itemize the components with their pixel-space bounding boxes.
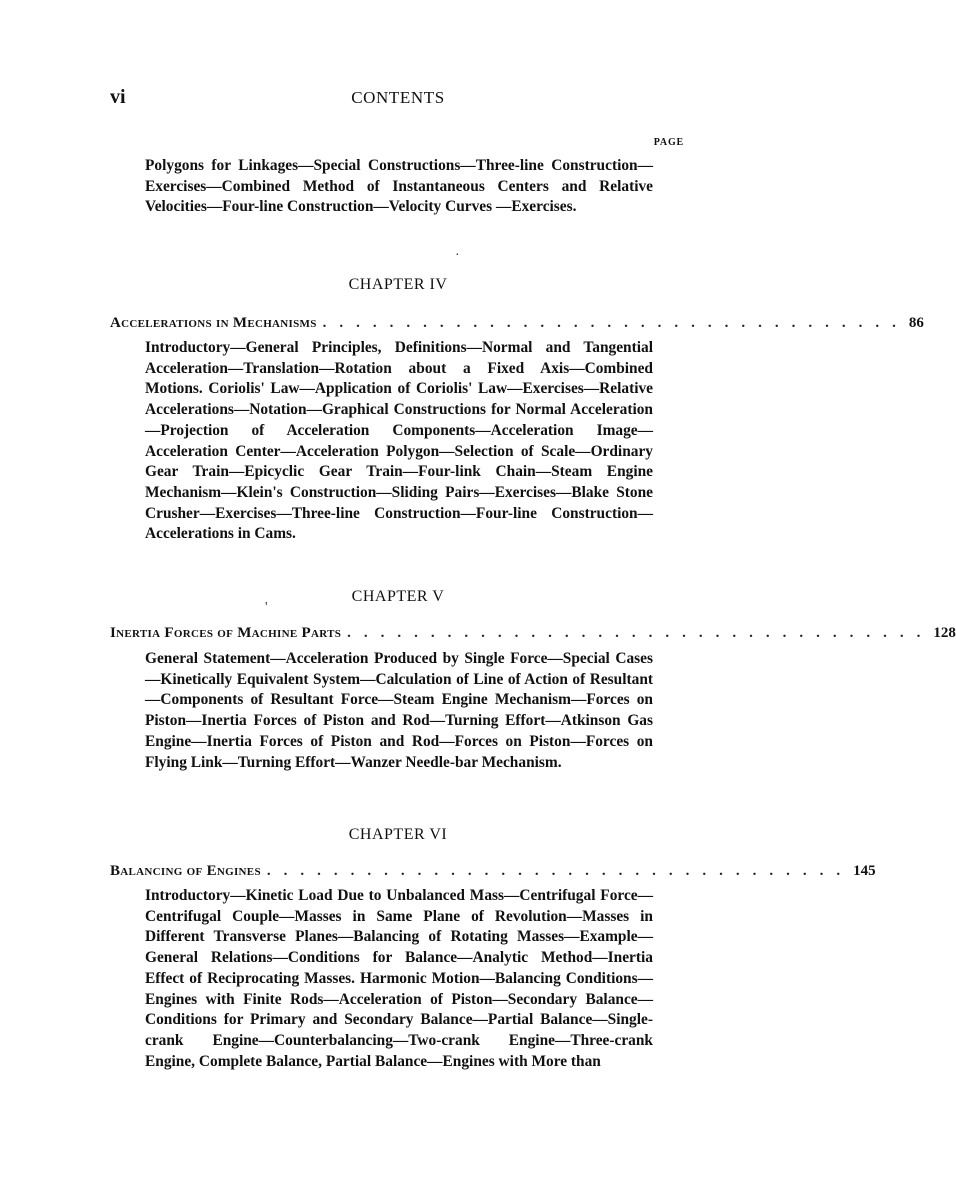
chapter-heading-v: CHAPTER V [351,588,445,605]
toc-entry-title: Balancing of Engines [110,863,261,879]
page-number: vi [110,86,126,108]
continued-summary: Polygons for Linkages—Special Constructions—Three-line Construction—Exercises—Combined Method of Instantaneous Centers and Relative Velocities—Four-line Construction—Velocity Curves —Exercises. [145,157,653,216]
stray-mark: · [455,248,460,263]
toc-entry-title: Accelerations in Mechanisms [110,315,317,331]
stray-mark: ' [265,600,268,615]
toc-entry-page: 145 [853,863,876,879]
toc-entry-page: 128 [933,625,956,641]
chapter-summary-v: General Statement—Acceleration Produced by Single Force—Special Cases—Kinetically Equivalent System—Calculation of Line of Action of Resultant—Components of Resultant Force—Steam Engine Mechanism—Forces on Piston—Inertia Forces of Piston and Rod—Turning Effort—Atkinson Gas Engine—Inertia Forces of Piston and Rod—Forces on Piston—Forces on Flying Link—Turning Effort—Wanzer Needle-bar Mechanism. [145,650,653,771]
toc-leader-dots: ................................... [347,625,934,641]
toc-entry-chapter-iv[interactable] [110,315,924,337]
toc-entry-chapter-v[interactable] [110,625,956,647]
toc-leader-dots: ................................... [266,863,854,879]
chapter-heading-vi: CHAPTER VI [348,826,448,843]
toc-entry-title: Inertia Forces of Machine Parts [110,625,342,641]
chapter-heading-iv: CHAPTER IV [348,276,448,293]
page-column-label: PAGE [653,137,684,148]
page-header [110,86,686,112]
chapter-summary-iv: Introductory—General Principles, Definitions—Normal and Tangential Acceleration—Translation—Rotation about a Fixed Axis—Combined Motions. Coriolis' Law—Application of Coriolis' Law—Exercises—Relative Accelerations—Notation—Graphical Constructions for Normal Acceleration—Projection of Acceleration Components—Acceleration Image—Acceleration Center—Acceleration Polygon—Selection of Scale—Ordinary Gear Train—Epicyclic Gear Train—Four-link Chain—Steam Engine Mechanism—Klein's Construction—Sliding Pairs—Exercises—Blake Stone Crusher—Exercises—Three-line Construction—Four-line Construction—Accelerations in Cams. [145,339,653,543]
toc-leader-dots: ................................... [322,315,909,331]
toc-entry-page: 86 [908,315,924,331]
chapter-summary-vi: Introductory—Kinetic Load Due to Unbalanced Mass—Centrifugal Force—Centrifugal Couple—Masses in Same Plane of Revolution—Masses in Different Transverse Planes—Balancing of Rotating Masses—Example—General Relations—Conditions for Balance—Analytic Method—Inertia Effect of Reciprocating Masses. Harmonic Motion—Balancing Conditions—Engines with Finite Rods—Acceleration of Piston—Secondary Balance—Conditions for Primary and Secondary Balance—Partial Balance—Single-crank Engine—Counterbalancing—Two-crank Engine—Three-crank Engine, Complete Balance, Partial Balance—Engines with More than [145,887,653,1070]
toc-entry-chapter-vi[interactable] [110,863,876,885]
running-title: CONTENTS [351,88,445,107]
